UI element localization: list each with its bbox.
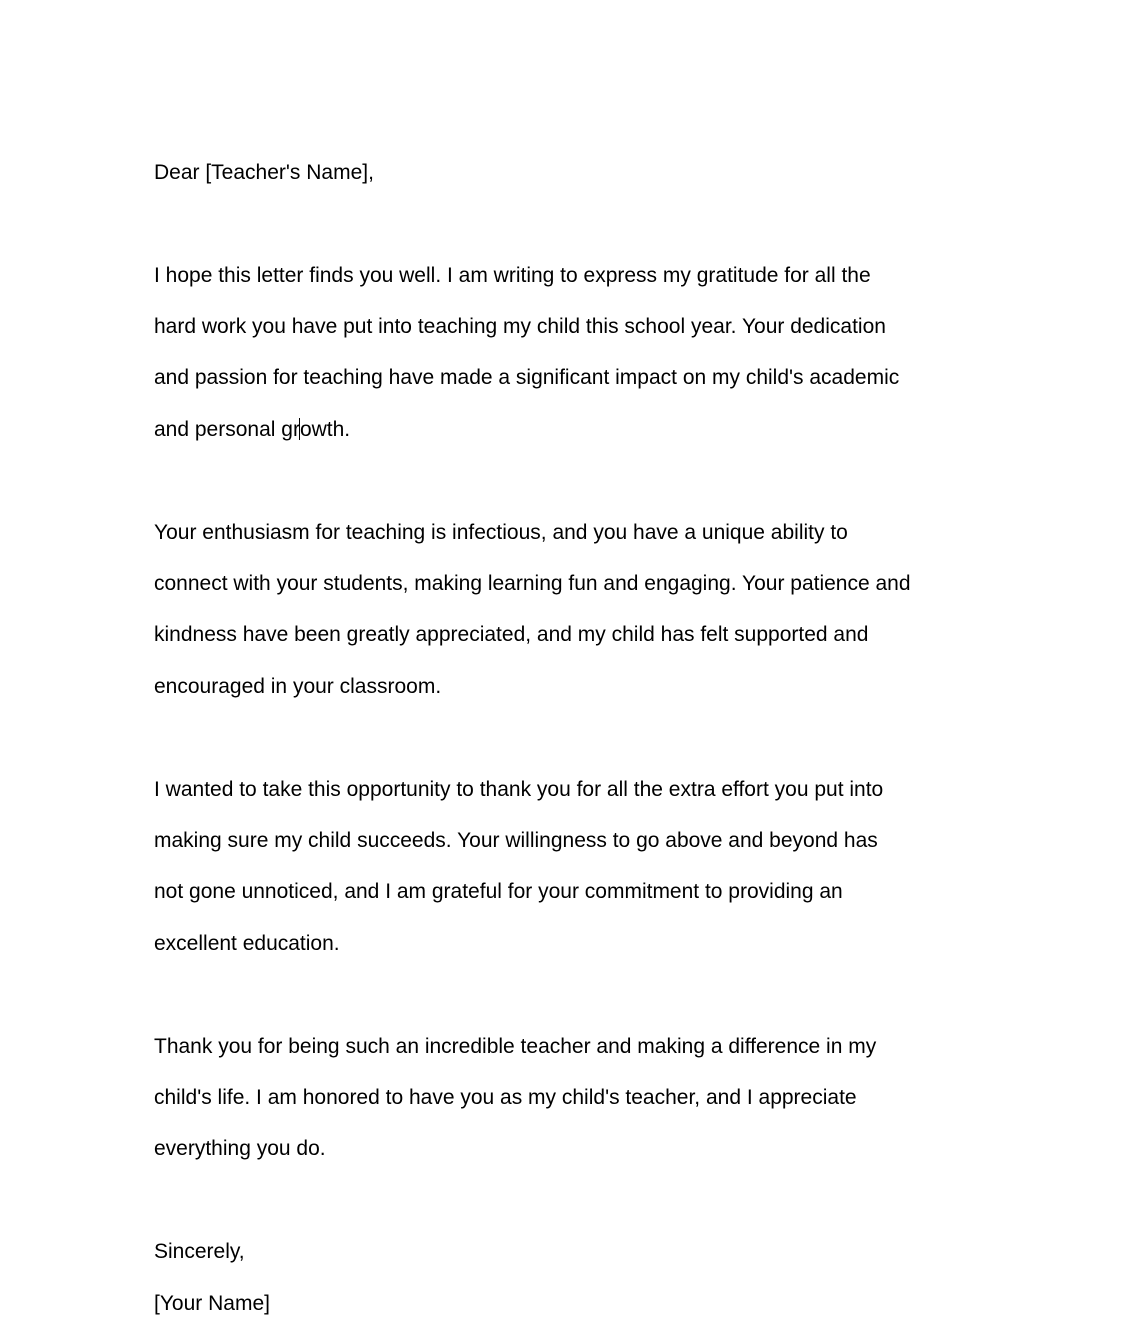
- signature: [Your Name]: [154, 1291, 270, 1315]
- paragraph-gap: [154, 982, 984, 1008]
- paragraph-1: [154, 237, 984, 468]
- paragraph-3-line-2: making sure my child succeeds. Your willingness to go above and beyond has: [154, 828, 878, 852]
- paragraph-3-line-4: excellent education.: [154, 931, 340, 955]
- paragraph-1-line-3: and passion for teaching have made a significant impact on my child's academic: [154, 366, 900, 390]
- paragraph-1-line-1: I hope this letter finds you well. I am writing to express my gratitude for all the: [154, 263, 871, 287]
- paragraph-3: [154, 751, 984, 982]
- paragraph-2-line-3: kindness have been greatly appreciated, and my child has felt supported and: [154, 623, 869, 647]
- paragraph-3-line-1: I wanted to take this opportunity to thank you for all the extra effort you put into: [154, 777, 884, 801]
- paragraph-gap: [154, 725, 984, 751]
- salutation-line: Dear [Teacher's Name],: [154, 160, 374, 184]
- paragraph-2-line-1: Your enthusiasm for teaching is infectious, and you have a unique ability to: [154, 520, 848, 544]
- paragraph-2-line-2: connect with your students, making learning fun and engaging. Your patience and: [154, 571, 911, 595]
- paragraph-4-line-3: everything you do.: [154, 1137, 326, 1161]
- text-before-caret: and personal gr: [154, 417, 300, 441]
- paragraph-gap: [154, 211, 984, 237]
- paragraph-gap: [154, 1188, 984, 1214]
- paragraph-3-line-3: not gone unnoticed, and I am grateful for your commitment to providing an: [154, 880, 843, 904]
- paragraph-1-line-4: [154, 417, 984, 443]
- letter-body[interactable]: [154, 134, 984, 1342]
- paragraph-2-line-4: encouraged in your classroom.: [154, 674, 442, 698]
- paragraph-gap: [154, 468, 984, 494]
- paragraph-4-line-2: child's life. I am honored to have you as my child's teacher, and I appreciate: [154, 1085, 857, 1109]
- closing: Sincerely,: [154, 1240, 245, 1264]
- sign-off: [154, 1213, 984, 1342]
- text-after-caret: owth.: [299, 417, 351, 441]
- paragraph-2: [154, 494, 984, 725]
- paragraph-4: [154, 1008, 984, 1188]
- paragraph-1-line-2: hard work you have put into teaching my child this school year. Your dedication: [154, 314, 886, 338]
- salutation: [154, 134, 984, 211]
- paragraph-4-line-1: Thank you for being such an incredible teacher and making a difference in my: [154, 1034, 877, 1058]
